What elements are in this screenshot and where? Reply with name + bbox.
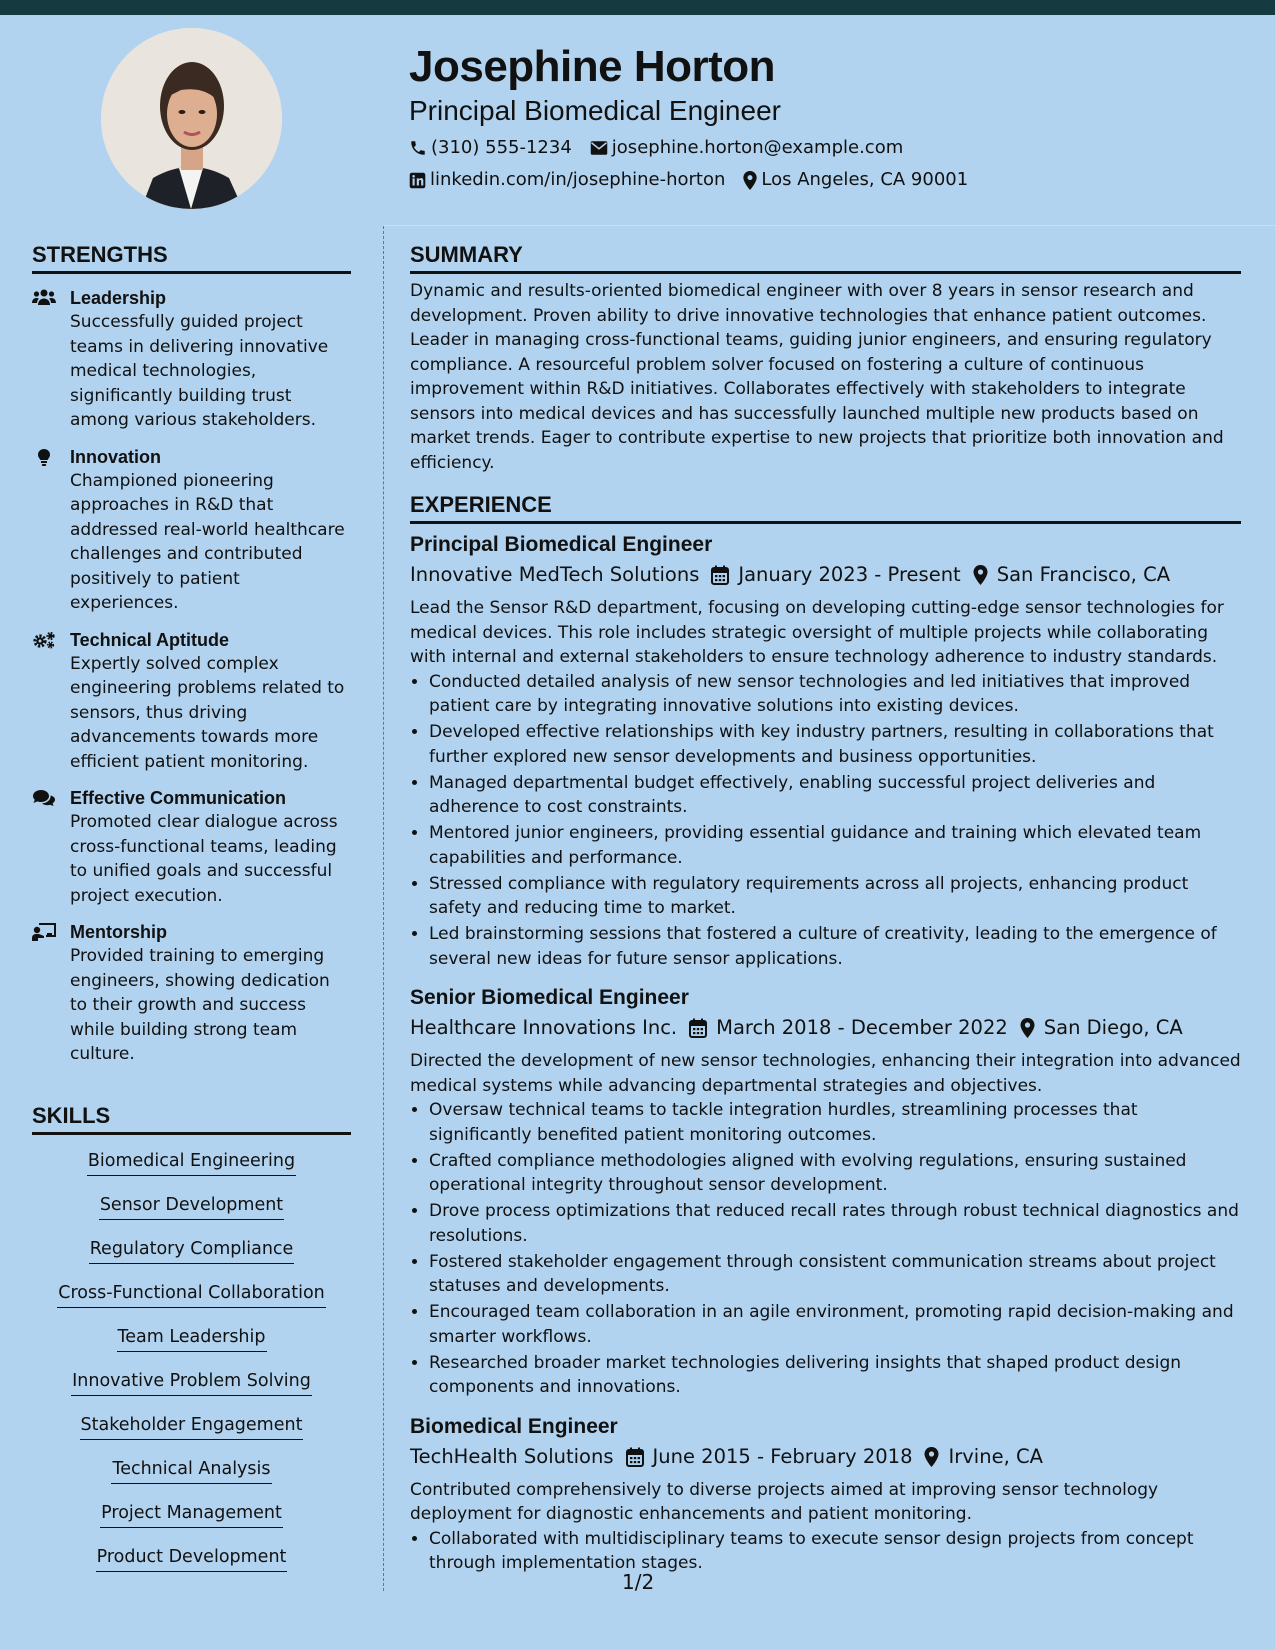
page-number: 1/2 xyxy=(622,1570,655,1594)
phone-contact xyxy=(409,136,572,160)
left-column xyxy=(32,240,351,1589)
bullet-item: • Crafted compliance methodologies aligned with evolving regulations, ensuring sustained operational integrity throughout sensor development. xyxy=(429,1149,1241,1198)
job-title: Principal Biomedical Engineer xyxy=(410,533,713,556)
bullet-item: • Fostered stakeholder engagement through consistent communication streams about project statuses and developments. xyxy=(429,1250,1241,1299)
strengths-heading: STRENGTHS xyxy=(32,240,351,274)
job-entry xyxy=(410,983,1241,1400)
candidate-title: Principal Biomedical Engineer xyxy=(409,95,781,126)
skill-tag: Biomedical Engineering xyxy=(87,1149,296,1176)
strength-name: Technical Aptitude xyxy=(70,629,230,650)
job-bullets xyxy=(410,1098,1241,1400)
candidate-name: Josephine Horton xyxy=(409,42,776,91)
bullet-item: • Researched broader market technologies delivering insights that shaped product design components and innovations. xyxy=(429,1351,1241,1400)
skill-tag: Project Management xyxy=(100,1501,283,1528)
job-bullets xyxy=(410,1527,1241,1576)
map-marker-icon xyxy=(973,565,988,585)
users-icon xyxy=(32,289,56,305)
job-location: San Francisco, CA xyxy=(996,563,1171,586)
job-location: San Diego, CA xyxy=(1043,1016,1183,1039)
skill-tag: Sensor Development xyxy=(99,1193,284,1220)
job-bullets xyxy=(410,670,1241,972)
job-description: Contributed comprehensively to diverse projects aimed at improving sensor technology deployment for diagnostic enhancements and patient monitoring. xyxy=(410,1479,1159,1524)
job-entry xyxy=(410,530,1241,971)
bullet-item: • Collaborated with multidisciplinary teams to execute sensor design projects from concept through implementation stages. xyxy=(429,1527,1241,1576)
gears-icon xyxy=(32,631,56,649)
email-text: josephine.horton@example.com xyxy=(611,137,904,158)
phone-text: (310) 555-1234 xyxy=(431,137,572,158)
header-divider xyxy=(383,225,1275,226)
strength-desc: Successfully guided project teams in delivering innovative medical technologies, significantly building trust among various stakeholders. xyxy=(70,312,329,430)
job-description: Directed the development of new sensor technologies, enhancing their integration into advanced medical systems while advancing departmental strategies and objectives. xyxy=(410,1051,1241,1096)
job-company: Innovative MedTech Solutions xyxy=(410,563,700,586)
job-meta xyxy=(410,1013,1241,1043)
job-entry xyxy=(410,1412,1241,1576)
linkedin-text: linkedin.com/in/josephine-horton xyxy=(430,169,726,190)
bullet-item: • Mentored junior engineers, providing essential guidance and training which elevated team capabilities and performance. xyxy=(429,821,1241,870)
job-dates: June 2015 - February 2018 xyxy=(652,1444,913,1468)
location-contact xyxy=(743,168,968,192)
map-marker-icon xyxy=(743,171,757,190)
skill-tag: Regulatory Compliance xyxy=(89,1237,295,1264)
experience-heading: EXPERIENCE xyxy=(410,490,1241,524)
skill-list xyxy=(32,1149,351,1589)
bullet-item: • Managed departmental budget effectively, enabling successful project deliveries and adherence to cost constraints. xyxy=(429,771,1241,820)
skill-tag: Stakeholder Engagement xyxy=(80,1413,304,1440)
strength-name: Innovation xyxy=(70,446,161,467)
job-dates: March 2018 - December 2022 xyxy=(716,1016,1008,1039)
strength-item xyxy=(32,786,351,908)
strength-item xyxy=(32,445,351,616)
skill-tag: Cross-Functional Collaboration xyxy=(57,1281,326,1308)
envelope-icon xyxy=(590,140,608,156)
job-description: Lead the Sensor R&D department, focusing on developing cutting-edge sensor technologies for medical devices. This role includes strategic oversight of multiple projects while collaborating with internal and external stakeholders to ensure technology adherence to industry standards. xyxy=(410,598,1224,667)
column-divider xyxy=(383,226,384,1591)
job-title: Senior Biomedical Engineer xyxy=(410,986,689,1009)
top-bar xyxy=(0,0,1275,15)
comments-icon xyxy=(32,789,56,807)
contact-row-2 xyxy=(409,168,1249,192)
skill-tag: Product Development xyxy=(96,1545,288,1572)
map-marker-icon xyxy=(924,1447,939,1467)
right-column xyxy=(410,240,1241,1577)
job-company: TechHealth Solutions xyxy=(410,1444,614,1468)
summary-heading: SUMMARY xyxy=(410,240,1241,274)
bullet-item: • Stressed compliance with regulatory requirements across all projects, enhancing product safety and reducing time to market. xyxy=(429,872,1241,921)
job-title: Biomedical Engineer xyxy=(410,1414,618,1438)
linkedin-contact[interactable] xyxy=(409,168,725,192)
job-meta xyxy=(410,560,1241,590)
bullet-item: • Oversaw technical teams to tackle integration hurdles, streamlining processes that significantly benefited patient monitoring outcomes. xyxy=(429,1098,1241,1147)
resume-header xyxy=(409,40,1249,192)
location-text: Los Angeles, CA 90001 xyxy=(761,169,969,190)
skill-tag: Technical Analysis xyxy=(111,1457,271,1484)
contact-row-1 xyxy=(409,136,1249,160)
skill-tag: Team Leadership xyxy=(117,1325,267,1352)
strength-desc: Provided training to emerging engineers, showing dedication to their growth and success while building strong team culture. xyxy=(70,946,330,1064)
bullet-item: • Led brainstorming sessions that fostered a culture of creativity, leading to the emergence of several new ideas for future sensor applications. xyxy=(429,922,1241,971)
strength-desc: Promoted clear dialogue across cross-functional teams, leading to unified goals and successful project execution. xyxy=(70,812,338,906)
bullet-item: • Drove process optimizations that reduced recall rates through robust technical diagnostics and resolutions. xyxy=(429,1199,1241,1248)
bullet-item: • Conducted detailed analysis of new sensor technologies and led initiatives that improved patient care by integrating innovative solutions into existing devices. xyxy=(429,670,1241,719)
strength-name: Mentorship xyxy=(70,922,167,942)
calendar-icon xyxy=(689,1018,707,1038)
calendar-icon xyxy=(626,1447,644,1467)
skill-tag: Innovative Problem Solving xyxy=(71,1369,312,1396)
strength-item xyxy=(32,286,351,433)
experience-section xyxy=(410,490,1241,1576)
strength-desc: Championed pioneering approaches in R&D that addressed real-world healthcare challenges and contributed positively to patient experiences. xyxy=(70,470,345,613)
job-meta xyxy=(410,1442,1241,1472)
phone-icon xyxy=(409,139,427,157)
profile-photo xyxy=(101,28,282,209)
email-contact[interactable] xyxy=(590,136,903,160)
bullet-item: • Developed effective relationships with key industry partners, resulting in collaborations that further explored new sensor developments and business opportunities. xyxy=(429,720,1241,769)
map-marker-icon xyxy=(1020,1018,1035,1038)
summary-text: Dynamic and results-oriented biomedical engineer with over 8 years in sensor research and development. Proven ability to drive innovative technologies that enhance patient outcomes. Leader in managing cross-functional teams, guiding junior engineers, and ensuring regulatory compliance. A resourceful problem solver focused on fostering a culture of continuous improvement within R&D initiatives. Collaborates effectively with stakeholders to integrate sensors into medical devices and has successfully launched multiple new products based on market trends. Eager to contribute expertise to new projects that prioritize both innovation and efficiency. xyxy=(410,281,1224,473)
linkedin-icon xyxy=(409,172,426,189)
strength-name: Leadership xyxy=(70,288,167,308)
strength-desc: Expertly solved complex engineering problems related to sensors, thus driving advancements towards more efficient patient monitoring. xyxy=(70,653,345,772)
skills-heading: SKILLS xyxy=(32,1101,351,1135)
skills-section xyxy=(32,1101,351,1589)
lightbulb-icon xyxy=(32,448,56,468)
job-location: Irvine, CA xyxy=(948,1444,1043,1468)
bullet-item: • Encouraged team collaboration in an agile environment, promoting rapid decision-making and smarter workflows. xyxy=(429,1300,1241,1349)
strength-item xyxy=(32,628,351,775)
strength-item xyxy=(32,920,351,1067)
strength-name: Effective Communication xyxy=(70,788,287,808)
job-company: Healthcare Innovations Inc. xyxy=(410,1016,678,1039)
job-dates: January 2023 - Present xyxy=(738,563,961,586)
calendar-icon xyxy=(711,565,729,585)
chalkboard-teacher-icon xyxy=(32,923,56,941)
